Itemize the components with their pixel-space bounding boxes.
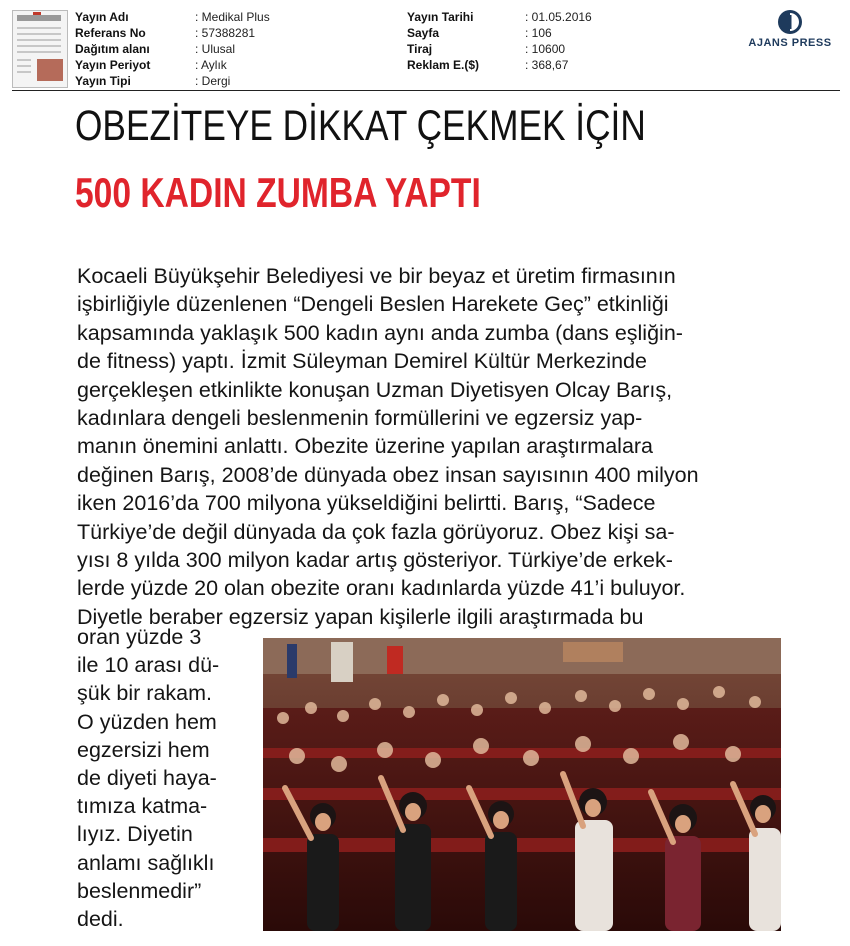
meta-key: Yayın Tipi [75, 74, 131, 88]
thumbnail-line [17, 27, 61, 29]
meta-row-publication-name [75, 9, 270, 25]
meta-key: Sayfa [407, 26, 440, 40]
meta-row-page [407, 25, 592, 41]
meta-row-reference-no [75, 25, 270, 41]
meta-row-type [75, 73, 270, 89]
body-line: egzersizi hem [77, 737, 210, 762]
meta-value: : Medikal Plus [195, 10, 270, 24]
zumba-crowd-photo [263, 638, 781, 931]
thumbnail-line [17, 51, 61, 53]
meta-value: : 368,67 [525, 58, 569, 72]
thumbnail-line [17, 45, 61, 47]
logo-text: AJANS PRESS [748, 37, 832, 49]
body-line: tımıza katma- [77, 794, 208, 819]
meta-key: Reklam E.($) [407, 58, 480, 72]
body-line: oran yüzde 3 [77, 625, 202, 649]
meta-value: : 57388281 [195, 26, 256, 40]
article-body [77, 262, 782, 631]
thumbnail-line [17, 39, 61, 41]
body-line: Kocaeli Büyükşehir Belediyesi ve bir beyaz et üretim firmasının [77, 264, 676, 288]
thumbnail-line [17, 65, 31, 67]
meta-value: : Ulusal [195, 42, 236, 56]
meta-key: Yayın Adı [75, 10, 129, 24]
meta-row-date [407, 9, 592, 25]
meta-row-period [75, 57, 270, 73]
body-line: lıyız. Diyetin [77, 822, 193, 847]
meta-key: Tiraj [407, 42, 433, 56]
meta-value: : 106 [525, 26, 552, 40]
meta-value: : Dergi [195, 74, 231, 88]
body-line: de diyeti haya- [77, 766, 217, 791]
body-line: beslenmedir” [77, 878, 202, 903]
ajans-press-logo-icon [776, 8, 804, 36]
article-photo [263, 638, 781, 931]
body-line: şük bir rakam. [77, 681, 213, 706]
thumbnail-title-bar [17, 15, 61, 21]
meta-key: Yayın Tarihi [407, 10, 474, 24]
body-line: O yüzden hem [77, 709, 217, 734]
thumbnail-line [17, 59, 31, 61]
meta-value: : 01.05.2016 [525, 10, 592, 24]
body-line: yısı 8 yılda 300 milyon kadar artış gösteriyor. Türkiye’de erkek- [77, 548, 673, 573]
meta-row-circulation [407, 41, 592, 57]
body-line: lerde yüzde 20 olan obezite oranı kadınlarda yüzde 41’i buluyor. [77, 576, 686, 601]
body-line: kadınlara dengeli beslenmenin formüllerini ve egzersiz yap- [77, 406, 643, 431]
body-line: gerçekleşen etkinlikte konuşan Uzman Diyetisyen Olcay Barış, [77, 377, 673, 402]
body-line: ile 10 arası dü- [77, 653, 220, 678]
ajans-press-logo [742, 8, 838, 49]
thumbnail-line [17, 33, 61, 35]
header-divider [12, 90, 840, 91]
meta-value: : 10600 [525, 42, 566, 56]
thumbnail-image [37, 59, 63, 81]
page-thumbnail[interactable] [12, 10, 68, 88]
headline-secondary: 500 KADIN ZUMBA YAPTI [75, 169, 481, 216]
body-line: manın önemini anlattı. Obezite üzerine yapılan araştırmalara [77, 434, 654, 459]
meta-key: Yayın Periyot [75, 58, 151, 72]
meta-row-ad-value [407, 57, 592, 73]
meta-value: : Aylık [195, 58, 227, 72]
body-line: dedi. [77, 907, 124, 932]
body-line: Türkiye’de değil dünyada da çok fazla görüyoruz. Obez kişi sa- [77, 519, 675, 544]
publication-meta-right [407, 9, 592, 73]
body-line: anlamı sağlıklı [77, 850, 215, 875]
body-line: işbirliğiyle düzenlenen “Dengeli Beslen Harekete Geç” etkinliği [77, 292, 669, 317]
publication-meta-left [75, 9, 270, 89]
article-body-wrap [77, 623, 257, 933]
body-line: iken 2016’da 700 milyona yükseldiğini belirtti. Barış, “Sadece [77, 491, 656, 516]
meta-key: Dağıtım alanı [75, 42, 150, 56]
headline-primary: OBEZİTEYE DİKKAT ÇEKMEK İÇİN [75, 102, 646, 150]
meta-row-distribution [75, 41, 270, 57]
body-line: kapsamında yaklaşık 500 kadın aynı anda zumba (dans eşliğin- [77, 320, 683, 345]
body-line: Diyetle beraber egzersiz yapan kişilerle ilgili araştırmada bu [77, 604, 644, 629]
body-line: değinen Barış, 2008’de dünyada obez insan sayısının 400 milyon [77, 462, 699, 487]
meta-key: Referans No [75, 26, 146, 40]
body-line: de fitness) yaptı. İzmit Süleyman Demirel Kültür Merkezinde [77, 349, 647, 374]
thumbnail-line [17, 71, 31, 73]
